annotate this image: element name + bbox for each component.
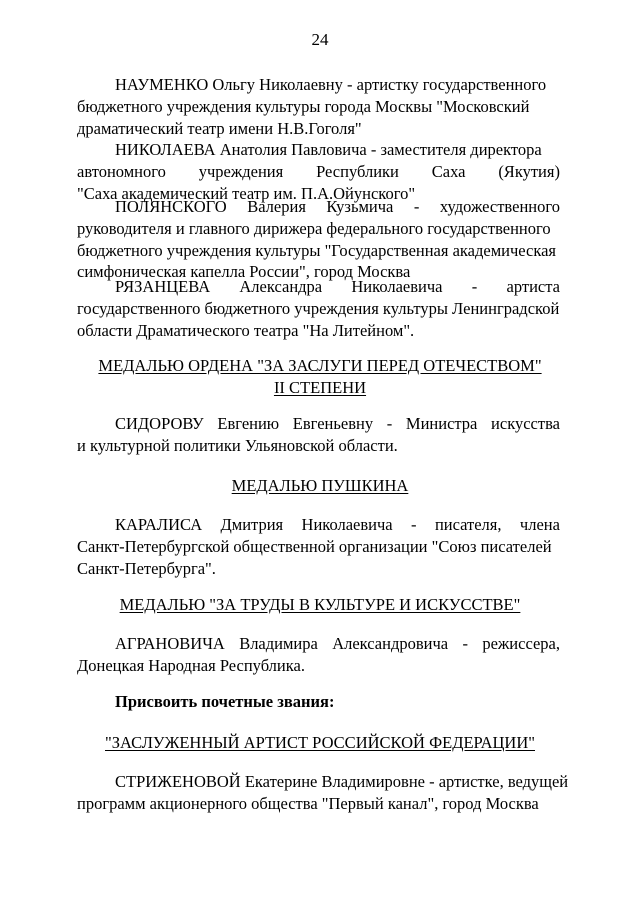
text-word: Евгеньевну (292, 414, 374, 433)
text-word: - (471, 277, 478, 296)
entry-nikolaev (77, 139, 560, 204)
text-line: программ акционерного общества "Первый канал", город Москва (77, 793, 539, 813)
text-line: государственного бюджетного учреждения культуры Ленинградской (77, 298, 560, 318)
heading-honored-artist-text: "ЗАСЛУЖЕННЫЙ АРТИСТ РОССИЙСКОЙ ФЕДЕРАЦИИ" (105, 733, 535, 752)
text-line (77, 276, 560, 298)
text-word: КАРАЛИСА (115, 515, 203, 534)
heading-pushkin-text: МЕДАЛЬЮ ПУШКИНА (231, 476, 409, 495)
heading-medal-order (0, 355, 640, 399)
text-word: ПОЛЯНСКОГО (115, 197, 227, 216)
text-word: Валерия (247, 197, 306, 216)
text-word: Министра (405, 414, 478, 433)
text-word: Николаевича (351, 277, 443, 296)
text-line: руководителя и главного дирижера федерального государственного (77, 218, 551, 238)
text-word: СИДОРОВУ (115, 414, 204, 433)
entry-ryazantsev (77, 276, 560, 341)
heading-labor-culture-text: МЕДАЛЬЮ "ЗА ТРУДЫ В КУЛЬТУРЕ И ИСКУССТВЕ" (119, 595, 521, 614)
text-line: СТРИЖЕНОВОЙ Екатерине Владимировне - артистке, ведущей (115, 772, 569, 791)
text-word: - (411, 515, 417, 534)
text-word: искусства (491, 414, 560, 433)
text-line: области Драматического театра "На Литейном". (77, 320, 415, 340)
text-word: учреждения (198, 161, 284, 181)
text-line: бюджетного учреждения культуры "Государственная академическая (77, 240, 557, 260)
text-line (77, 514, 560, 536)
text-line: НИКОЛАЕВА Анатолия Павловича - заместителя директора (115, 140, 542, 159)
text-word: автономного (77, 161, 166, 181)
entry-sidorov (77, 413, 560, 457)
heading-pushkin (0, 475, 640, 497)
text-line: Санкт-Петербургской общественной организации "Союз писателей (77, 536, 552, 556)
entry-polyansky (77, 196, 560, 283)
text-word: Николаевича (301, 515, 393, 534)
text-word: Дмитрия (220, 515, 284, 534)
text-word: писателя, (434, 515, 502, 534)
text-word: (Якутия) (498, 161, 560, 181)
text-word: Александровича (332, 634, 449, 653)
text-line: драматический театр имени Н.В.Гоголя" (77, 118, 362, 138)
text-word: члена (519, 515, 560, 534)
entry-agranovich (77, 633, 560, 677)
text-word: режиссера, (482, 634, 560, 653)
text-word: Евгению (217, 414, 280, 433)
heading-medal-order-line1: МЕДАЛЬЮ ОРДЕНА "ЗА ЗАСЛУГИ ПЕРЕД ОТЕЧЕСТВОМ" (98, 356, 542, 375)
text-line (77, 633, 560, 655)
text-word: - (462, 634, 468, 653)
heading-honored-artist (0, 732, 640, 754)
text-line (77, 413, 560, 435)
text-word: Александра (239, 277, 323, 296)
text-word: Саха (431, 161, 466, 181)
text-line: Санкт-Петербурга". (77, 558, 216, 578)
text-line: симфоническая капелла России", город Москва (77, 262, 411, 282)
entry-strizhenova (77, 771, 569, 815)
text-word: Республики (316, 161, 399, 181)
text-word: РЯЗАНЦЕВА (115, 277, 211, 296)
text-line (77, 161, 560, 183)
entry-naumenko (77, 74, 560, 139)
entry-karalis (77, 514, 560, 579)
page-number: 24 (311, 30, 329, 49)
text-line: НАУМЕНКО Ольгу Николаевну - артистку государственного (115, 75, 547, 94)
text-word: художественного (439, 197, 560, 216)
text-word: - (413, 197, 420, 216)
heading-labor-culture (0, 594, 640, 616)
text-line (77, 196, 560, 218)
assign-titles-heading: Присвоить почетные звания: (115, 692, 335, 711)
heading-medal-order-line2: II СТЕПЕНИ (273, 377, 367, 397)
text-line: и культурной политики Ульяновской области. (77, 435, 398, 455)
text-word: артиста (506, 277, 560, 296)
text-word: Кузьмича (326, 197, 394, 216)
text-word: Владимира (239, 634, 318, 653)
text-word: - (386, 414, 393, 433)
text-line: бюджетного учреждения культуры города Москвы "Московский (77, 96, 530, 116)
text-line: "Саха академический театр им. П.А.Ойунского" (77, 183, 416, 203)
text-word: АГРАНОВИЧА (115, 634, 225, 653)
text-line: Донецкая Народная Республика. (77, 655, 305, 675)
